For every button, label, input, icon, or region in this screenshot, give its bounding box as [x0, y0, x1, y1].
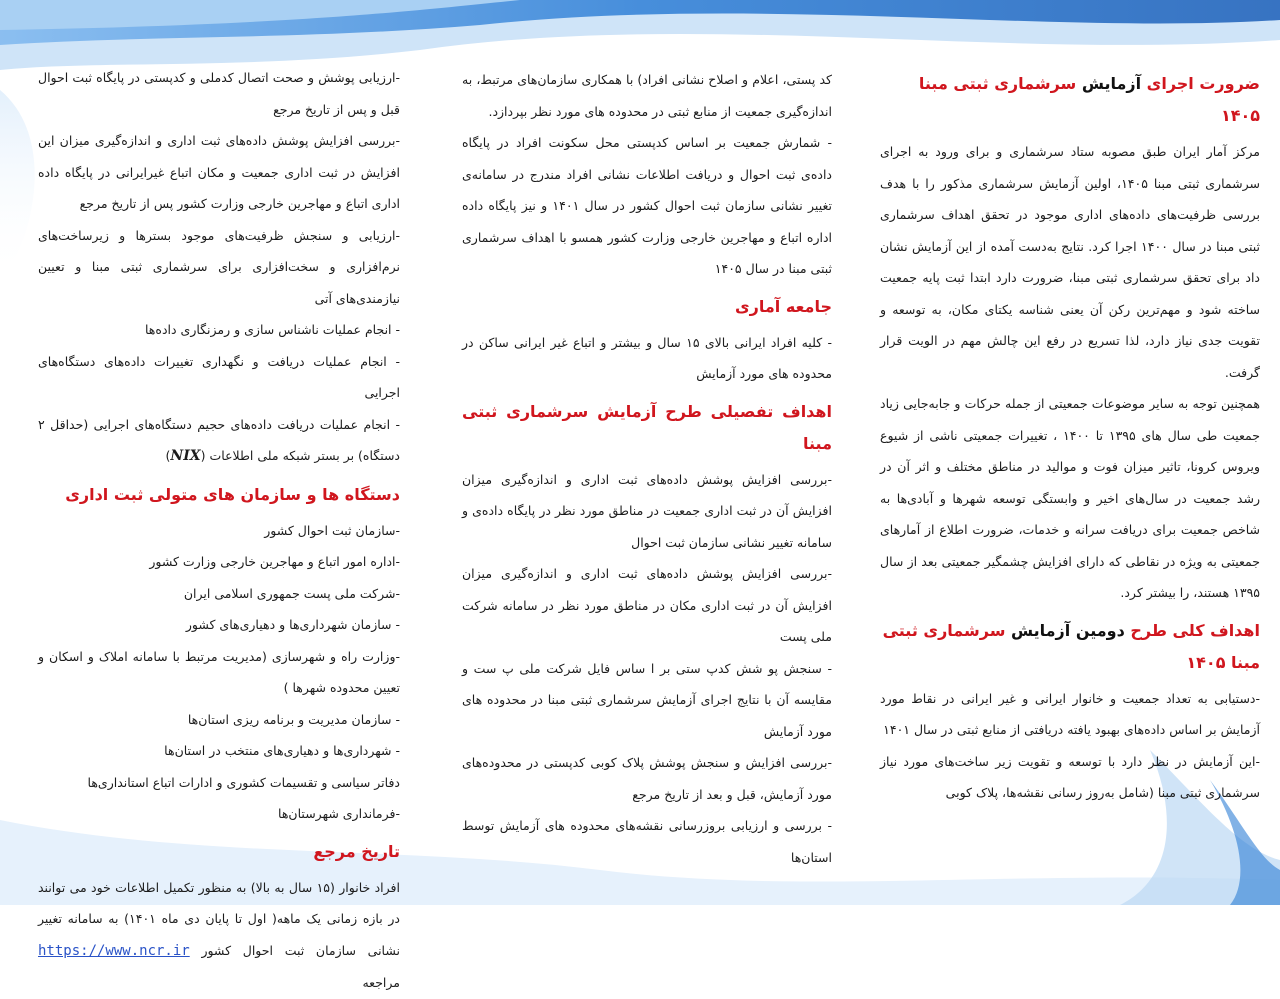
heading-part: سرشماری ثبتی: [882, 620, 1012, 640]
section-heading-organizations: دستگاه ها و سازمان های متولی ثبت اداری: [65, 484, 400, 504]
section-heading-detailed-goals: اهداف تفصیلی طرح آزمایش سرشماری ثبتی مبنا: [462, 401, 832, 453]
org-list-item: -شرکت ملی پست جمهوری اسلامی ایران: [183, 585, 400, 601]
org-list-item: -سازمان ثبت احوال کشور: [264, 522, 400, 538]
text-span: افراد خانوار (۱۵ سال به بالا) به منظور تکمیل اطلاعات خود می توانند در بازه زمانی یک ماهه( اول تا پایان دی ماه ۱۴۰۱) به سامانه تغییر نشانی سازمان ثبت احوال کشور: [38, 879, 400, 958]
heading-part: دومین آزمایش: [1011, 620, 1125, 640]
org-list-item: دفاتر سیاسی و تقسیمات کشوری و ادارات اتباع استانداری‌ها: [87, 774, 400, 790]
paragraph: - سنجش پو شش کدپ ستی بر ا ساس فایل شرکت ملی پ ست و مقایسه آن با نتایج اجرای آزمایش سرشماری ثبتی مبنا در محدوده های مورد آزمایش: [462, 660, 832, 739]
paragraph: -دستیابی به تعداد جمعیت و خانوار ایرانی و غیر ایرانی در نقاط مورد آزمایش بر اساس داده‌های بهبود یافته دریافتی از منابع ثبتی در سال ۱۴۰۱: [880, 690, 1260, 737]
section-heading-general-goals: [880, 615, 1260, 679]
org-list-item: -وزارت راه و شهرسازی (مدیریت مرتبط با سامانه املاک و اسکان و تعیین محدوده شهرها ): [38, 648, 400, 695]
org-list-item: - سازمان مدیریت و برنامه ریزی استان‌ها: [187, 711, 400, 727]
section-heading-necessity: [880, 68, 1260, 132]
paragraph: [38, 409, 400, 473]
paragraph: - کلیه افراد ایرانی بالای ۱۵ سال و بیشتر و اتباع غیر ایرانی ساکن در محدوده های مورد آزمایش: [462, 334, 832, 381]
paragraph: -ارزیابی پوشش و صحت اتصال کدملی و کدپستی در پایگاه ثبت احوال قبل و پس از تاریخ مرجع: [38, 70, 400, 117]
paragraph: -بررسی افزایش پوشش داده‌های ثبت اداری و اندازه‌گیری میزان این افزایش در ثبت اداری جمعیت و مکان اتباع غیرایرانی در پایگاه داده اداری اتباع و مهاجرین خارجی وزارت کشور پس از تاریخ مرجع: [38, 133, 400, 211]
column-right: [880, 62, 1260, 809]
heading-part: ضرورت اجرای: [1141, 74, 1260, 93]
paragraph: - بررسی و ارزیابی بروزرسانی نقشه‌های محدوده های آزمایش توسط استان‌ها: [462, 818, 832, 865]
org-list-item: - سازمان شهرداری‌ها و دهیاری‌های کشور: [185, 617, 400, 632]
heading-part: سرشماری ثبتی مبنا: [918, 74, 1082, 93]
heading-part: ۱۴۰۵: [1220, 106, 1260, 125]
column-left: [38, 62, 400, 999]
paragraph: مرکز آمار ایران طبق مصوبه ستاد سرشماری و برای ورود به اجرای سرشماری ثبتی مبنا ۱۴۰۵، اولین آزمایش سرشماری مذکور را با هدف بررسی ظرفیت‌های داده‌های اداری موجود در تحقق اهداف سرشماری ثبتی مبنا در سال ۱۴۰۰ اجرا کرد. نتایج به‌دست آمده از این آزمایش نشان داد برای تحقق سرشماری ثبتی مبنا، ضرورت دارد ابتدا ثبت پایه جمعیت ساخته شود و مهم‌ترین رکن آن یعنی شناسه یکتای مکان، به توسعه و تقویت جدی نیاز دارد، لذا تسریع در رفع این چالش مهم در الویت قرار گرفت.: [880, 144, 1260, 380]
paragraph: همچنین توجه به سایر موضوعات جمعیتی از جمله حرکات و جابه‌جایی زیاد جمعیت طی سال های ۱۳۹۵ تا ۱۴۰۰ ، تغییرات جمعیتی ناشی از شیوع ویروس کرونا، تاثیر میزان فوت و موالید در مناطق مختلف و اثر آن در رشد جمعیت در سال‌های اخیر و وابستگی توسعه شهرها و آبادی‌ها به شاخص جمعیت برای دریافت سرانه و خدمات، ضرورت اطلاع از آمارهای جمعیتی به ویژه در نقاطی که دارای افزایش چشمگیر جمعیتی بعد از سال ۱۳۹۵ هستند، را بیشتر کرد.: [880, 396, 1261, 600]
paragraph: - انجام عملیات ناشناس سازی و رمزنگاری داده‌ها: [145, 322, 400, 337]
heading-part: اهداف کلی طرح: [1124, 620, 1260, 640]
paragraph: -بررسی افزایش پوشش داده‌های ثبت اداری و اندازه‌گیری میزان افزایش آن در ثبت اداری مکان در مناطق مورد نظر در سامانه شرکت ملی پست: [462, 566, 832, 644]
paragraph: [38, 872, 400, 999]
paragraph: -بررسی افزایش و سنجش پوشش پلاک کوبی کدپستی در محدوده‌های مورد آزمایش، قبل و بعد از تاریخ مرجع: [462, 755, 832, 802]
paragraph: -این آزمایش در نظر دارد با توسعه و تقویت زیر ساخت‌های مورد نیاز سرشماری ثبتی مبنا (شامل به‌روز رسانی نقشه‌ها، پلاک کوبی: [880, 753, 1260, 800]
paragraph: - انجام عملیات دریافت و نگهداری تغییرات داده‌های دستگاه‌های اجرایی: [38, 353, 400, 400]
paragraph: - شمارش جمعیت بر اساس کدپستی محل سکونت افراد در پایگاه داده‌ی ثبت احوال و دریافت اطلاعات نشانی افراد مندرج در سامانه‌ی تغییر نشانی سازمان ثبت احوال کشور در سال ۱۴۰۱ و نیز پایگاه داده اداره اتباع و مهاجرین خارجی وزارت کشور همسو با اهداف سرشماری ثبتی مبنا در سال ۱۴۰۵: [462, 135, 832, 276]
section-heading-reference-date: تاریخ مرجع: [313, 841, 400, 861]
ncr-link[interactable]: https://www.ncr.ir: [38, 942, 190, 959]
paragraph: -بررسی افزایش پوشش داده‌های ثبت اداری و اندازه‌گیری میزان افزایش آن در ثبت اداری جمعیت در مناطق مورد نظر در پایگاه داده‌ی و سامانه تغییر نشانی سازمان ثبت احوال: [462, 471, 832, 550]
section-heading-population: جامعه آماری: [734, 296, 832, 316]
org-list-item: -اداره امور اتباع و مهاجرین خارجی وزارت کشور: [149, 554, 400, 569]
heading-part: آزمایش: [1081, 74, 1142, 93]
paragraph: -ارزیابی و سنجش ظرفیت‌های موجود بسترها و زیرساخت‌های نرم‌افزاری و سخت‌افزاری برای سرشماری ثبتی مبنا و تعیین نیازمندی‌های آتی: [38, 227, 400, 306]
paragraph: کد پستی، اعلام و اصلاح نشانی افراد) با همکاری سازمان‌های مرتبط، به اندازه‌گیری جمعیت از منابع ثبتی در محدوده های مورد نظر بپردازد.: [462, 72, 832, 119]
heading-part: مبنا ۱۴۰۵: [1186, 652, 1260, 672]
text-span: ): [165, 448, 171, 463]
org-list-item: -فرمانداری شهرستان‌ها: [278, 806, 400, 821]
column-middle: [462, 64, 832, 873]
text-span: - انجام عملیات دریافت داده‌های حجیم دستگاه‌های اجرایی (حداقل ۲ دستگاه) بر بستر شبکه ملی اطلاعات (: [38, 416, 400, 463]
nix-label: NIX: [170, 448, 201, 464]
text-span: مراجعه: [362, 975, 400, 990]
org-list-item: - شهرداری‌ها و دهیاری‌های منتخب در استان‌ها: [164, 743, 400, 758]
